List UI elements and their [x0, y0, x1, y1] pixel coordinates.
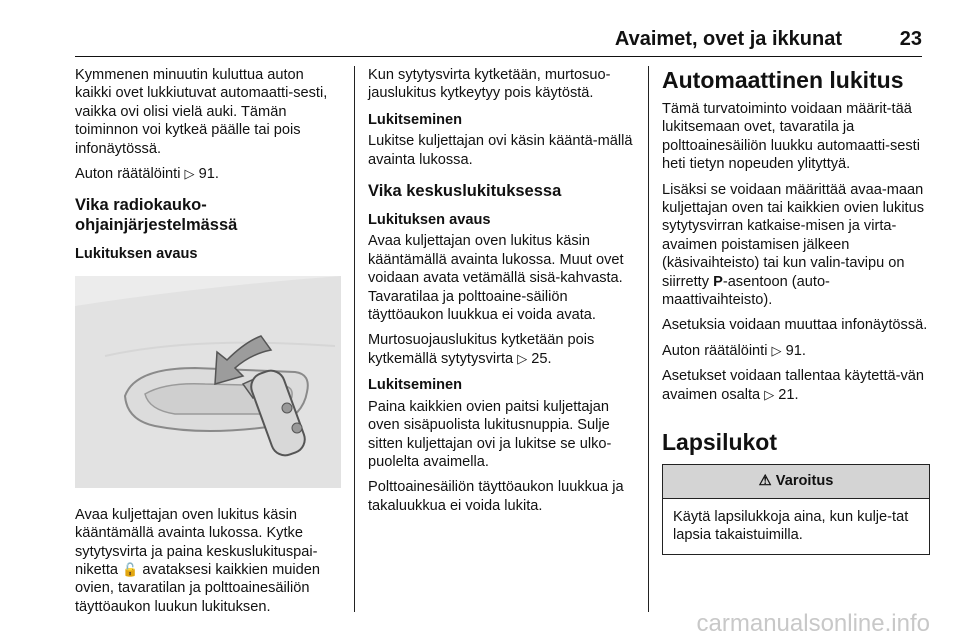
warning-text: Käytä lapsilukkoja aina, kun kulje-tat lapsia takaistuimilla.: [673, 508, 909, 543]
paragraph-unlock-manual: Avaa kuljettajan oven lukitus käsin kääntämällä avainta lukossa. Muut ovet voidaan avata vetämällä sisä-kahvasta. Tavaratilaa ja polttoaine-säiliön täyttöaukon luukkua ei voida avata.: [368, 233, 624, 324]
section-heading-central-lock-fault: Vika keskuslukituksessa: [368, 182, 562, 201]
section-heading-auto-lock: Automaattinen lukitus: [662, 67, 904, 93]
column-3: [662, 66, 930, 555]
column-divider-2: [648, 66, 649, 612]
door-handle-key-icon: [75, 276, 341, 488]
watermark: carmanualsonline.info: [696, 610, 930, 637]
paragraph-auto-unlock: Lisäksi se voidaan määrittää avaa-maan kuljettajan oven tai kaikkien ovien lukitus sytytysvirran katkaise-misen ja virta-avaimen poistamisen jälkeen (käsivaihteisto) tai kun valin-tavipu on siirretty P-asentoon (auto-maattivaihteisto).: [662, 181, 925, 309]
paragraph-lock-manual: Lukitse kuljettajan ovi käsin kääntä-mällä avainta lukossa.: [368, 133, 633, 168]
column-1: [75, 66, 343, 623]
subheading-locking-1: Lukitseminen: [368, 111, 463, 128]
page-ref-icon: ▷: [771, 342, 782, 358]
subheading-unlocking-2: Lukituksen avaus: [368, 212, 491, 229]
paragraph-manual-unlock: Avaa kuljettajan oven lukitus käsin kääntämällä avainta lukossa. Kytke sytytysvirta ja paina keskuslukituspai-niketta 🔓 avataksesi kaikkien muiden ovien, tavaratilan ja polttoainesäiliön täyttöaukon luukun lukituksen.: [75, 506, 320, 615]
page-title: Avaimet, ovet ja ikkunat: [614, 28, 842, 50]
page-number: 23: [899, 28, 922, 50]
section-heading-remote-fault: Vika radiokauko-ohjainjärjestelmässä: [75, 196, 238, 235]
paragraph-customization-ref: Auton räätälöinti ▷ 91.: [75, 166, 219, 183]
page-ref-icon: ▷: [764, 386, 775, 402]
warning-header: ⚠ Varoitus: [663, 465, 929, 498]
paragraph-lock-knobs: Paina kaikkien ovien paitsi kuljettajan oven sisäpuolista lukitusnuppia. Sulje sitten kuljettajan ovi ja lukitse se ulko-puolelta avaimella.: [368, 398, 612, 470]
page-ref-icon: ▷: [517, 350, 528, 366]
column-2: [368, 66, 636, 522]
section-heading-child-locks: Lapsilukot: [662, 429, 778, 456]
column-divider-1: [354, 66, 355, 612]
subheading-locking-2: Lukitseminen: [368, 377, 463, 394]
paragraph-antitheft-off: Kun sytytysvirta kytketään, murtosuo-jauslukitus kytkeytyy pois käytöstä.: [368, 67, 611, 102]
paragraph-no-lock-fuel: Polttoainesäiliön täyttöaukon luukkua ja takaluukkua ei voida lukita.: [368, 479, 624, 514]
central-lock-button-icon: 🔓: [122, 562, 139, 578]
paragraph-antitheft-ref: Murtosuojauslukitus kytketään pois kytkemällä sytytysvirta ▷ 25.: [368, 332, 595, 367]
page-header: [75, 28, 922, 57]
paragraph-auto-lock-desc: Tämä turvatoiminto voidaan määrit-tää lukitsemaan ovet, tavaratila ja polttoainesäiliön luukku automaatti-sesti heti tietyn nopeuden ylityttyä.: [662, 101, 920, 173]
paragraph-settings: Asetuksia voidaan muuttaa infonäytössä.: [662, 317, 928, 334]
paragraph-customization-ref-2: Auton räätälöinti ▷ 91.: [662, 342, 806, 359]
page-ref-icon: ▷: [184, 166, 195, 182]
paragraph-key-settings: Asetukset voidaan tallentaa käytettä-vän avaimen osalta ▷ 21.: [662, 368, 925, 403]
paragraph-auto-lock: Kymmenen minuutin kuluttua auton kaikki ovet lukkiutuvat automaatti-sesti, vaikka ovi olisi vielä auki. Tämän toiminnon voi kytkeä päälle tai pois infonäytössä.: [75, 67, 328, 157]
subheading-unlocking: Lukituksen avaus: [75, 246, 198, 263]
warning-box: [662, 464, 930, 555]
door-handle-key-illustration: [75, 276, 341, 488]
warning-triangle-icon: ⚠: [758, 473, 772, 490]
